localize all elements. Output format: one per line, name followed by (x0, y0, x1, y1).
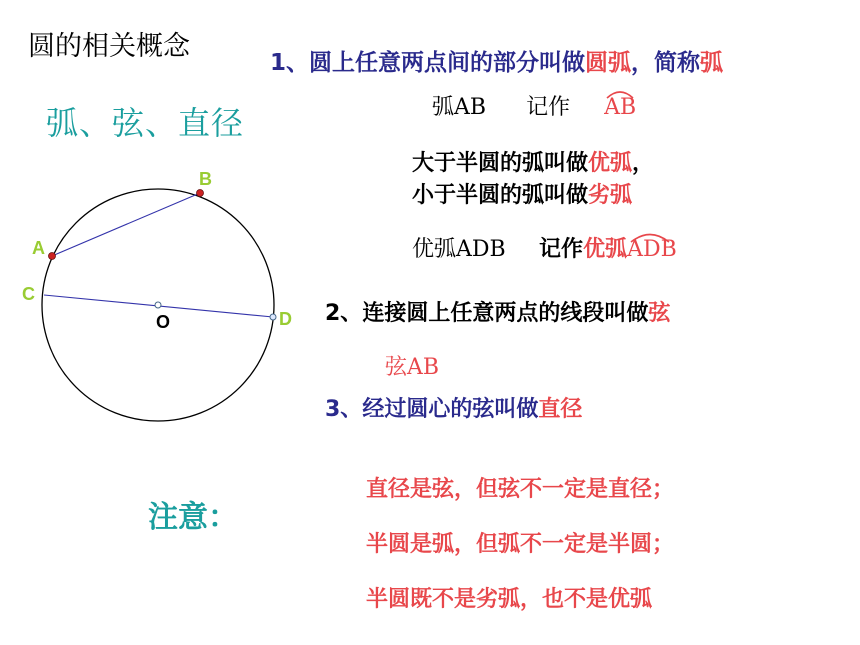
def1-short: 弧 (700, 50, 724, 76)
point-b (197, 190, 204, 197)
major-arc-label: 记作 (539, 237, 584, 262)
def3-term: 直径 (538, 397, 583, 422)
def1-text-b: ，简称 (631, 50, 701, 76)
major-arc-notation: ADB (627, 237, 677, 262)
definition-1 (270, 44, 723, 77)
slide-title: 圆的相关概念 (28, 31, 190, 62)
arc-ab-example (432, 90, 636, 121)
def1-number: 1、 (270, 50, 310, 76)
major-arc-example-term: 优弧 (583, 237, 628, 262)
def2-text: 连接圆上任意两点的线段叫做 (362, 301, 649, 326)
def3-text: 经过圆心的弦叫做 (362, 397, 539, 422)
def1-text-a: 圆上任意两点间的部分叫做 (309, 50, 586, 76)
major-arc-prefix: 优弧ADB (412, 237, 506, 262)
arc-symbol-icon (627, 231, 673, 243)
point-a (49, 253, 56, 260)
def3-number: 3、 (325, 397, 363, 422)
arc-ab-label: 记作 (526, 95, 571, 120)
definition-2 (325, 296, 670, 327)
arc-ab-notation: AB (604, 95, 636, 120)
arc-ab-prefix: 弧AB (432, 95, 487, 120)
minor-arc-term: 劣弧 (588, 183, 633, 208)
def1-term: 圆弧 (585, 50, 632, 76)
note-item: 直径是弦，但弦不一定是直径； (366, 477, 675, 502)
major-minor-definitions (412, 148, 654, 212)
major-arc-term: 优弧 (588, 151, 633, 176)
definition-3 (325, 392, 582, 423)
note-label: 注意： (148, 500, 238, 535)
def2-number: 2、 (325, 301, 363, 326)
label-d: D (279, 309, 292, 329)
point-o (155, 302, 161, 308)
point-d (270, 314, 276, 320)
label-o: O (156, 312, 171, 332)
circle-figure (0, 160, 320, 430)
notes-list (366, 462, 674, 627)
def2-term: 弦 (648, 301, 671, 326)
chord-example: 弦AB (385, 355, 440, 380)
label-b: B (199, 169, 212, 189)
major-arc-definition: 大于半圆的弧叫做优弧， (412, 151, 655, 176)
arc-symbol-icon (604, 89, 636, 99)
major-arc-example (412, 232, 677, 263)
note-item: 半圆是弧，但弧不一定是半圆； (366, 532, 675, 557)
label-c: C (22, 284, 35, 304)
note-item: 半圆既不是劣弧，也不是优弧 (366, 587, 653, 612)
label-a: A (32, 238, 45, 258)
slide-subtitle: 弧、弦、直径 (46, 104, 245, 142)
minor-arc-definition: 小于半圆的弧叫做劣弧 (412, 183, 633, 208)
